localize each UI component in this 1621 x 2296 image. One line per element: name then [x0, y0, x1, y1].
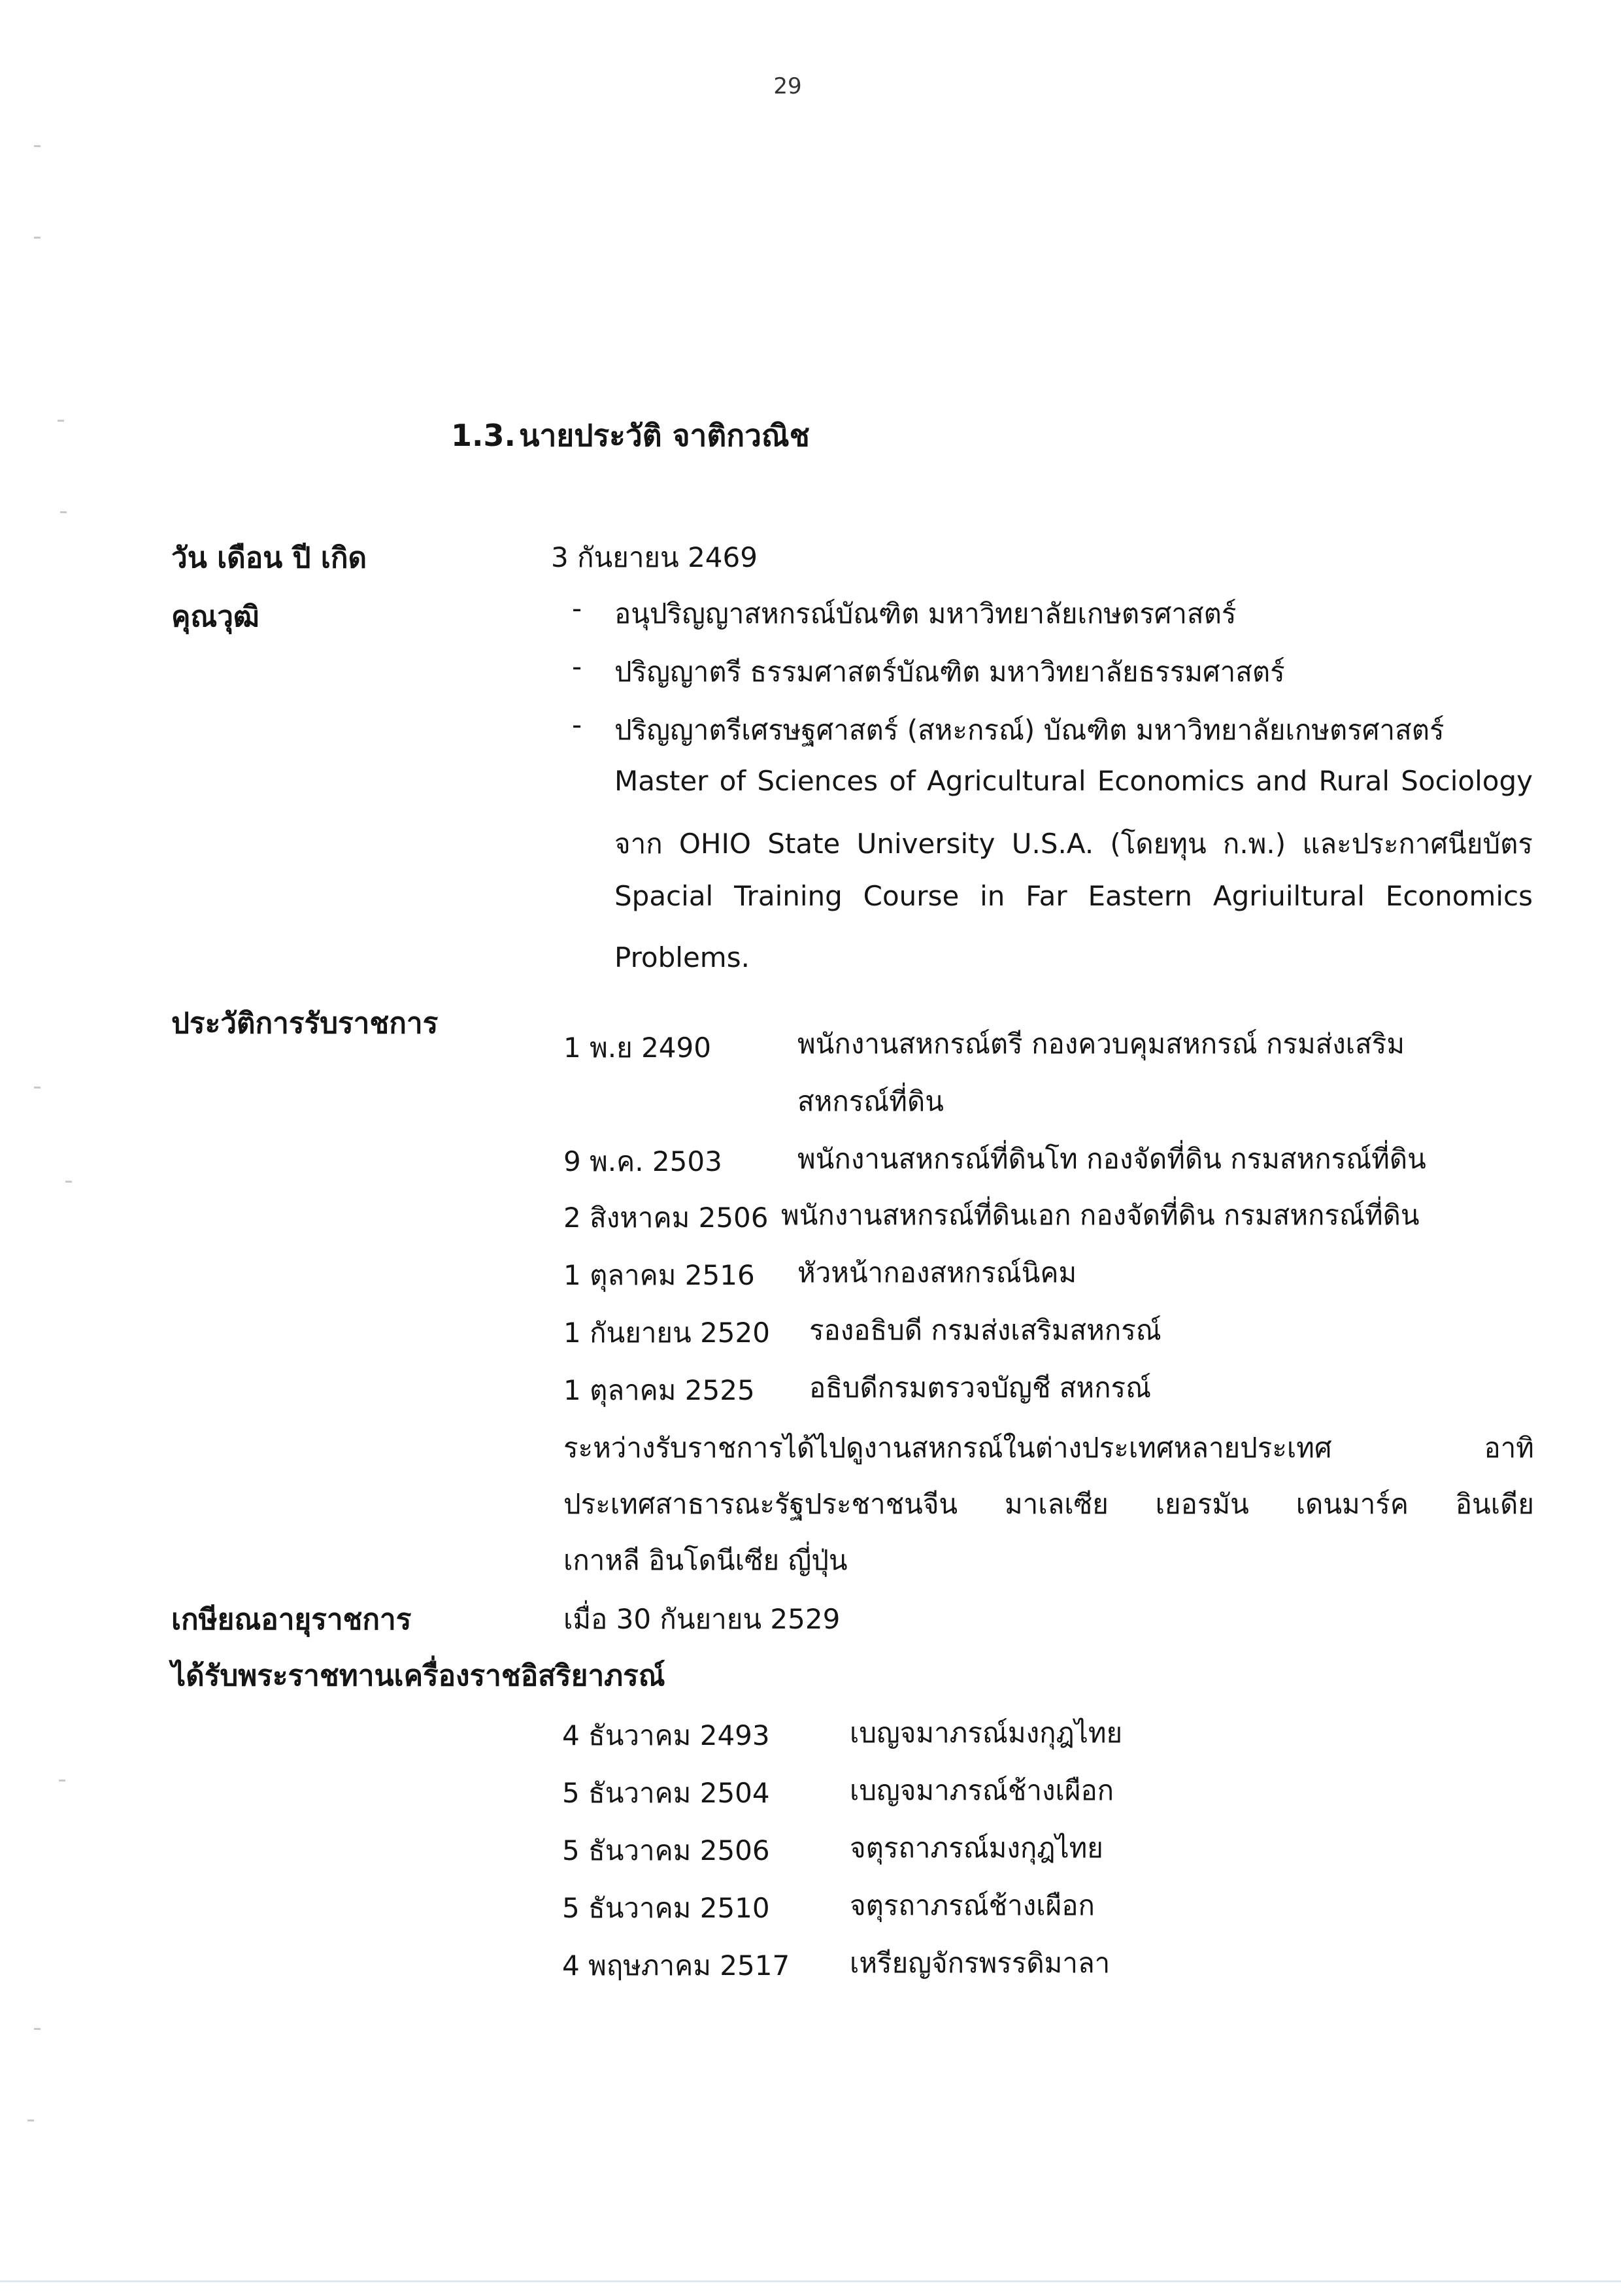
scan-speck [27, 2119, 34, 2121]
education-continuation: Master of Sciences of Agricultural Economics and Rural Sociology [614, 765, 1533, 797]
scan-speck [65, 1181, 72, 1183]
decorations-label: ได้รับพระราชทานเครื่องราชอิสริยาภรณ์ [171, 1659, 665, 1693]
service-position-cont: สหกรณ์ที่ดิน [797, 1085, 944, 1117]
decoration-name: จตุรถาภรณ์ช้างเผือก [850, 1889, 1095, 1921]
education-continuation: Spacial Training Course in Far Eastern Agriuiltural Economics [614, 880, 1533, 912]
list-dash: - [572, 592, 582, 624]
service-date: 1 ตุลาคม 2525 [563, 1374, 755, 1406]
service-date: 9 พ.ค. 2503 [563, 1145, 722, 1177]
section-title [451, 412, 810, 460]
service-label: ประวัติการรับราชการ [171, 1007, 439, 1040]
decoration-date: 4 ธันวาคม 2493 [562, 1719, 770, 1751]
birth-value: 3 กันยายน 2469 [551, 541, 758, 573]
service-position: อธิบดีกรมตรวจบัญชี สหกรณ์ [809, 1372, 1152, 1404]
education-label: คุณวุฒิ [171, 600, 259, 633]
service-position: รองอธิบดี กรมส่งเสริมสหกรณ์ [809, 1314, 1161, 1346]
list-dash: - [572, 709, 582, 741]
service-date: 2 สิงหาคม 2506 [563, 1202, 769, 1234]
section-number: 1.3. [451, 418, 516, 453]
retirement-label: เกษียณอายุราชการ [171, 1603, 412, 1636]
education-item: อนุปริญญาสหกรณ์บัณฑิต มหาวิทยาลัยเกษตรศาสตร์ [614, 598, 1237, 630]
scan-speck [34, 237, 41, 239]
retirement-value: เมื่อ 30 กันยายน 2529 [563, 1603, 841, 1635]
service-date: 1 พ.ย 2490 [563, 1032, 711, 1064]
decoration-date: 5 ธันวาคม 2510 [562, 1892, 770, 1924]
service-position: พนักงานสหกรณ์ที่ดินเอก กองจัดที่ดิน กรมสหกรณ์ที่ดิน [781, 1199, 1420, 1231]
education-continuation: จาก OHIO State University U.S.A. (โดยทุน ก.พ.) และประกาศนียบัตร [614, 828, 1533, 860]
decoration-name: เหรียญจักรพรรดิมาลา [850, 1947, 1111, 1979]
service-position: หัวหน้ากองสหกรณ์นิคม [797, 1257, 1077, 1289]
service-note-line: เกาหลี อินโดนีเซีย ญี่ปุ่น [563, 1544, 848, 1576]
scan-speck [34, 145, 41, 147]
education-item: ปริญญาตรี ธรรมศาสตร์บัณฑิต มหาวิทยาลัยธรรมศาสตร์ [614, 656, 1285, 688]
scan-speck [58, 420, 64, 422]
list-dash: - [572, 650, 582, 683]
scan-speck [34, 2028, 41, 2030]
service-note-line: ประเทศสาธารณะรัฐประชาชนจีน มาเลเซีย เยอรมัน เดนมาร์ค อินเดีย [563, 1488, 1534, 1520]
decoration-name: เบญจมาภรณ์มงกุฎไทย [850, 1717, 1123, 1749]
service-date: 1 กันยายน 2520 [563, 1317, 770, 1349]
page-number: 29 [773, 73, 802, 99]
birth-label: วัน เดือน ปี เกิด [171, 541, 367, 575]
decoration-date: 5 ธันวาคม 2506 [562, 1834, 770, 1866]
section-name: นายประวัติ จาติกวณิช [519, 418, 810, 453]
service-position: พนักงานสหกรณ์ตรี กองควบคุมสหกรณ์ กรมส่งเสริม [797, 1028, 1405, 1060]
decoration-name: จตุรถาภรณ์มงกุฎไทย [850, 1832, 1103, 1864]
decoration-date: 4 พฤษภาคม 2517 [562, 1950, 790, 1982]
service-date: 1 ตุลาคม 2516 [563, 1259, 755, 1291]
service-position: พนักงานสหกรณ์ที่ดินโท กองจัดที่ดิน กรมสหกรณ์ที่ดิน [797, 1143, 1426, 1175]
education-continuation: Problems. [614, 941, 750, 973]
scan-edge-line [0, 2280, 1621, 2282]
service-note-line: ระหว่างรับราชการได้ไปดูงานสหกรณ์ในต่างประเทศหลายประเทศ อาทิ [563, 1432, 1534, 1464]
decoration-date: 5 ธันวาคม 2504 [562, 1777, 770, 1809]
education-item: ปริญญาตรีเศรษฐศาสตร์ (สหะกรณ์) บัณฑิต มหาวิทยาลัยเกษตรศาสตร์ [614, 714, 1445, 746]
scan-speck [60, 511, 67, 513]
scan-speck [34, 1087, 41, 1089]
scan-speck [59, 1780, 65, 1781]
decoration-name: เบญจมาภรณ์ช้างเผือก [850, 1774, 1114, 1806]
